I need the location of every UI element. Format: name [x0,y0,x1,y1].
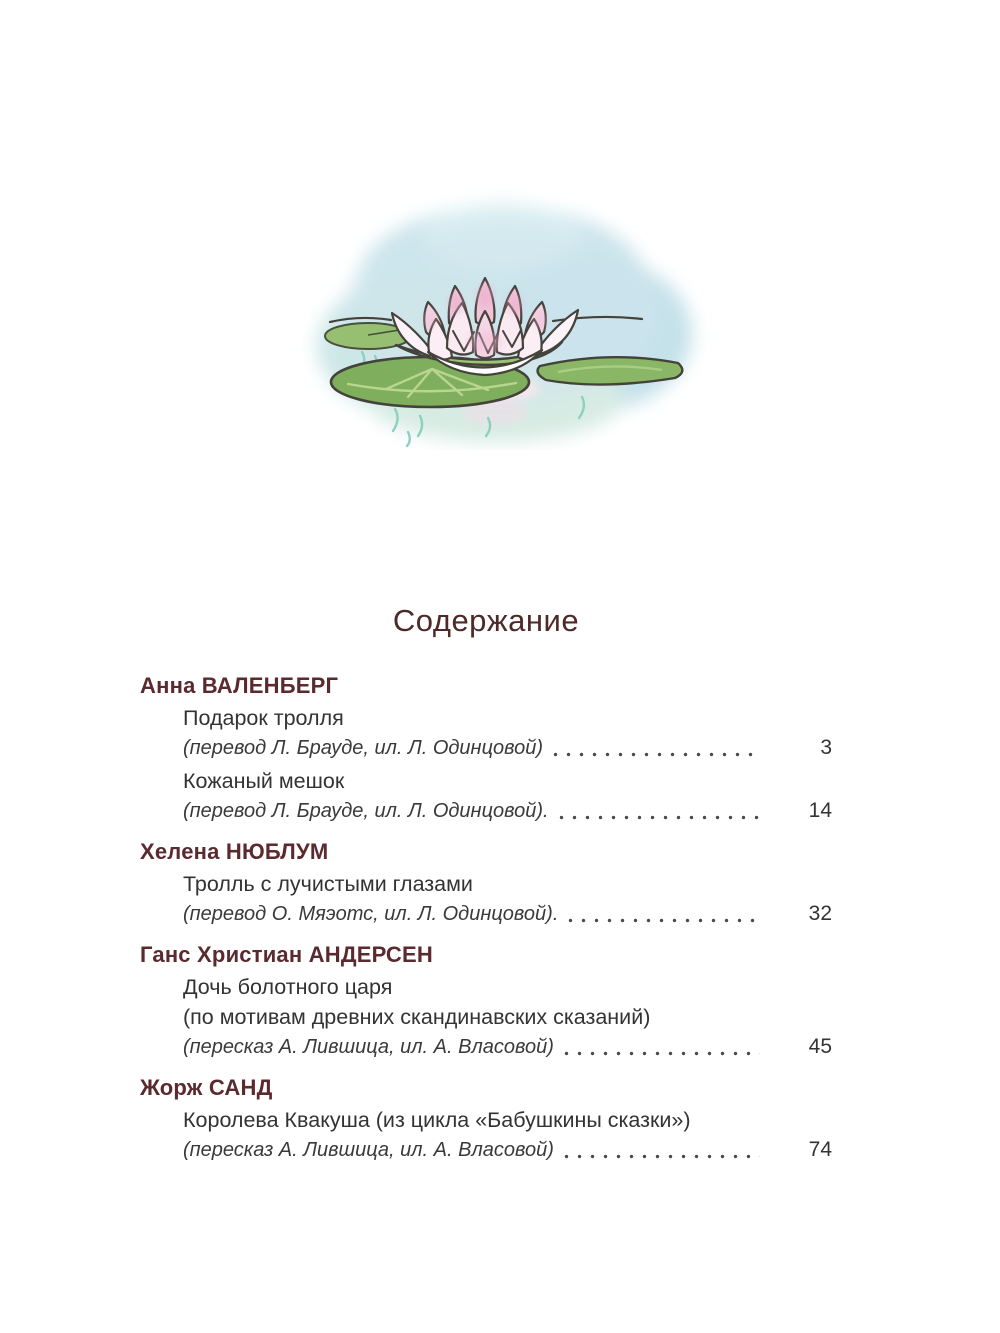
toc-section [140,940,832,1062]
story-title: Тролль с лучистыми глазами [183,872,473,896]
author-name: Анна ВАЛЕНБЕРГ [140,673,339,698]
dot-leader [553,752,760,757]
story-title: Королева Квакуша (из цикла «Бабушкины сказки») [183,1108,691,1132]
toc-entry [140,869,832,929]
dot-leader [559,815,760,820]
toc-entry [140,1105,832,1165]
page-number: 32 [808,902,832,925]
story-title: Подарок тролля [183,706,344,730]
translator-note: (перевод Л. Брауде, ил. Л. Одинцовой) [183,737,544,759]
page-number: 74 [808,1138,832,1161]
author-name: Хелена НЮБЛУМ [140,839,329,864]
translator-note: (перевод Л. Брауде, ил. Л. Одинцовой). [183,800,549,822]
dot-leader [568,918,760,923]
toc-section [140,837,832,929]
translator-note: (перевод О. Мяэотс, ил. Л. Одинцовой). [183,903,559,925]
toc-entry [140,766,832,826]
dot-leader [564,1051,760,1056]
translator-note: (пересказ А. Лившица, ил. А. Власовой) [183,1139,554,1161]
toc-entry-line [183,1135,832,1165]
toc-entry [140,703,832,763]
water-lily-illustration [290,184,714,450]
table-of-contents [140,602,832,1165]
toc-entry-line [183,899,832,929]
toc-section [140,671,832,826]
page-number: 45 [808,1035,832,1058]
story-subtitle: (по мотивам древних скандинавских сказаний) [183,1005,651,1029]
author-name: Жорж САНД [140,1075,273,1100]
toc-section [140,1073,832,1165]
story-title: Кожаный мешок [183,769,345,793]
page-title: Содержание [392,603,580,638]
story-title: Дочь болотного царя [183,975,393,999]
author-name: Ганс Христиан АНДЕРСЕН [140,942,433,967]
toc-entry-line [183,733,832,763]
dot-leader [564,1154,760,1159]
toc-entry [140,972,832,1062]
translator-note: (пересказ А. Лившица, ил. А. Власовой) [183,1036,554,1058]
page-number: 3 [820,736,832,759]
toc-entry-line [183,1032,832,1062]
page-number: 14 [808,799,832,822]
toc-entry-line [183,796,832,826]
